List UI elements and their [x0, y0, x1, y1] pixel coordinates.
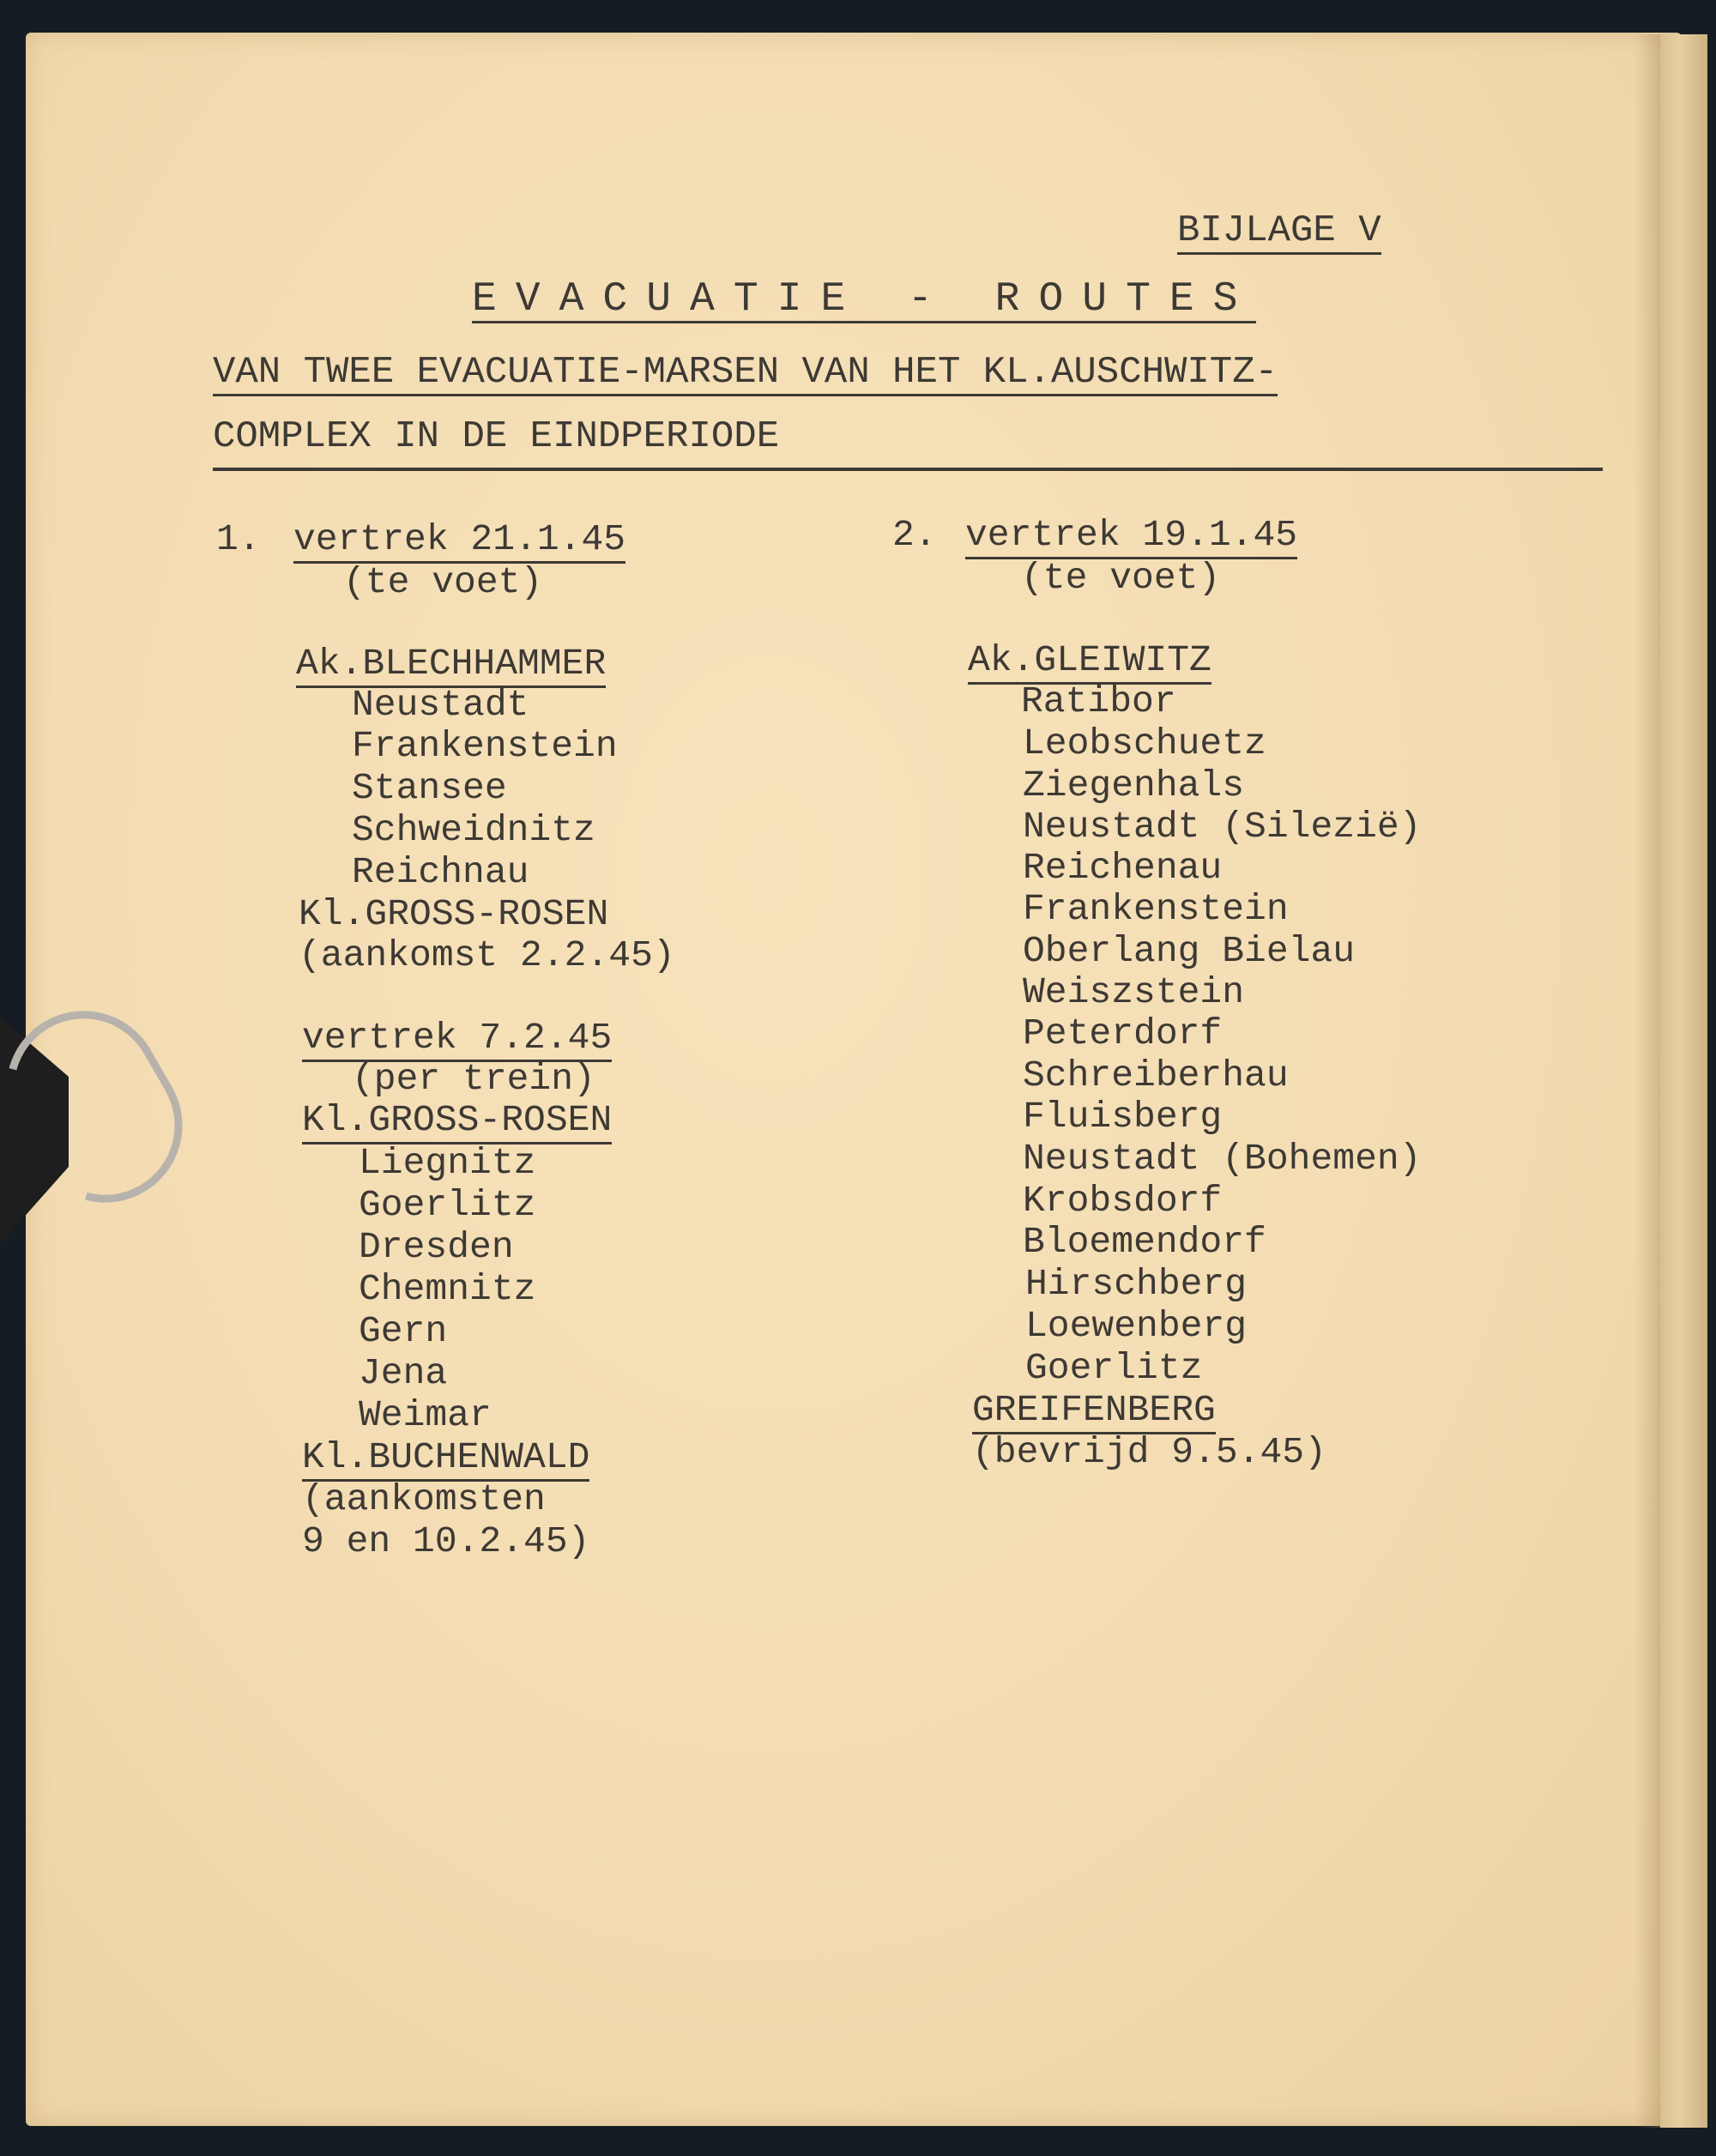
- route2-stop: Weiszstein: [1023, 971, 1245, 1013]
- route1-start-camp2: Kl.GROSS-ROSEN: [302, 1100, 612, 1144]
- document-page: [26, 33, 1682, 2126]
- route2-stop: Krobsdorf: [1023, 1180, 1223, 1222]
- header-rule: [213, 468, 1603, 471]
- route1-stop2: Jena: [359, 1352, 448, 1394]
- route2-stop: Loewenberg: [1025, 1305, 1248, 1347]
- route2-final-place: GREIFENBERG: [972, 1390, 1216, 1434]
- route1-arrival-note: (aankomst 2.2.45): [299, 934, 675, 976]
- route2-stop: Ziegenhals: [1023, 764, 1245, 806]
- appendix-label: BIJLAGE V: [1177, 210, 1381, 255]
- route2-stop: Goerlitz: [1025, 1347, 1203, 1389]
- route2-stop: Oberlang Bielau: [1023, 930, 1356, 972]
- route2-stop: Ratibor: [1021, 680, 1176, 722]
- binding-shadow: [1634, 34, 1660, 2128]
- route2-departure: vertrek 19.1.45: [965, 515, 1297, 559]
- route2-stop: Reichenau: [1023, 847, 1223, 889]
- document-subtitle-line2: COMPLEX IN DE EINDPERIODE: [213, 415, 780, 458]
- route1-departure2: vertrek 7.2.45: [302, 1018, 612, 1062]
- route1-stop2: Weimar: [359, 1394, 492, 1436]
- page-edge-strip: [1660, 34, 1707, 2128]
- route1-stop2: Dresden: [359, 1226, 514, 1268]
- route2-stop: Neustadt (Bohemen): [1023, 1138, 1422, 1180]
- route2-number: 2.: [892, 514, 937, 556]
- route1-mode: (te voet): [343, 561, 543, 603]
- route1-number: 1.: [216, 518, 261, 560]
- route2-final-note: (bevrijd 9.5.45): [972, 1431, 1326, 1473]
- route1-stop: Schweidnitz: [352, 809, 595, 851]
- route2-stop: Hirschberg: [1025, 1263, 1248, 1305]
- route1-stop: Neustadt: [352, 684, 529, 726]
- route1-final-camp: Kl.BUCHENWALD: [302, 1437, 589, 1482]
- route1-stop: Stansee: [352, 767, 507, 809]
- route1-arrival-camp: Kl.GROSS-ROSEN: [299, 893, 609, 935]
- document-subtitle-line1: VAN TWEE EVACUATIE-MARSEN VAN HET KL.AUSCHWITZ-: [213, 352, 1278, 396]
- route1-final-note-line1: (aankomsten: [302, 1478, 546, 1520]
- route1-departure: vertrek 21.1.45: [293, 519, 625, 564]
- route1-stop: Reichnau: [352, 851, 529, 893]
- route2-start-camp: Ak.GLEIWITZ: [968, 640, 1211, 685]
- route2-stop: Leobschuetz: [1023, 722, 1266, 764]
- route2-mode: (te voet): [1021, 557, 1221, 599]
- route1-final-note-line2: 9 en 10.2.45): [302, 1520, 590, 1562]
- route1-stop2: Goerlitz: [359, 1184, 536, 1226]
- route1-stop: Frankenstein: [352, 725, 618, 767]
- route2-stop: Neustadt (Silezië): [1023, 806, 1422, 848]
- route2-stop: Peterdorf: [1023, 1012, 1223, 1054]
- route1-stop2: Chemnitz: [359, 1268, 536, 1310]
- route2-stop: Frankenstein: [1023, 888, 1289, 930]
- route2-stop: Fluisberg: [1023, 1096, 1223, 1138]
- route1-mode2: (per trein): [352, 1058, 595, 1100]
- route1-start-camp: Ak.BLECHHAMMER: [296, 643, 606, 688]
- route1-stop2: Liegnitz: [359, 1142, 536, 1184]
- route2-stop: Bloemendorf: [1023, 1221, 1266, 1263]
- document-title: EVACUATIE - ROUTES: [472, 276, 1257, 323]
- route2-stop: Schreiberhau: [1023, 1054, 1289, 1096]
- route1-stop2: Gern: [359, 1310, 448, 1352]
